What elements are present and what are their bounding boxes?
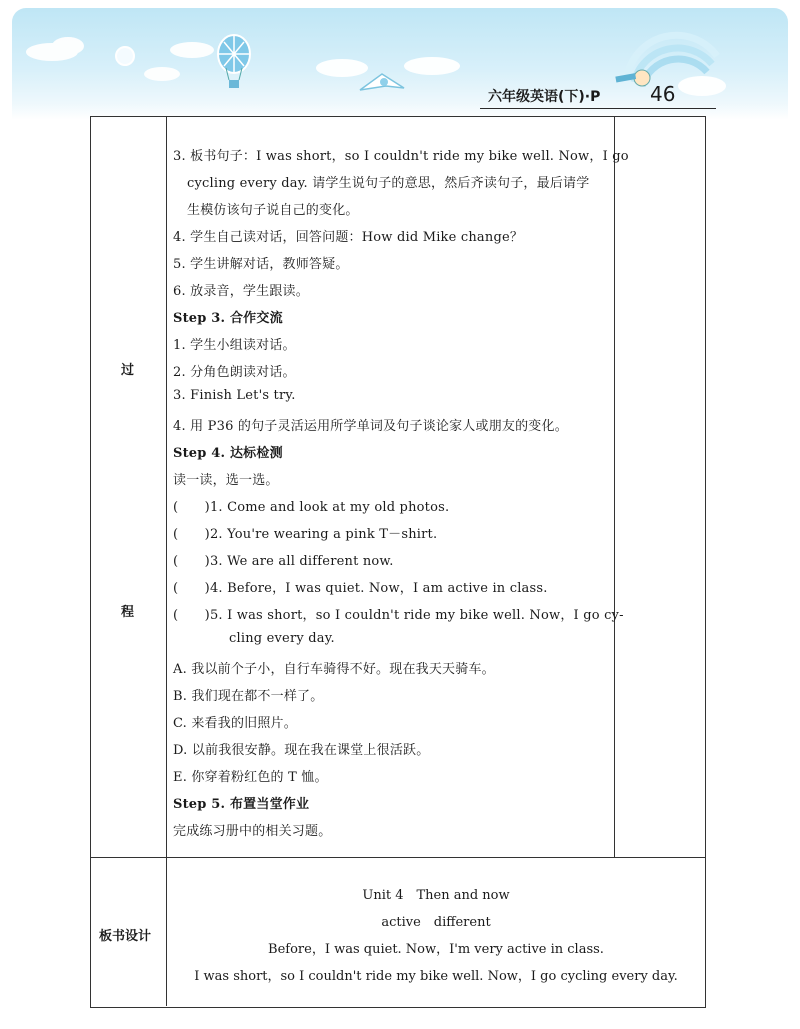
quiz-item: ( )2. You're wearing a pink T－shirt. (173, 527, 438, 542)
answer-option: B. 我们现在都不一样了。 (173, 689, 324, 704)
process-label-bottom: 程 (121, 605, 135, 620)
book-title: 六年级英语(下)·P (488, 89, 601, 105)
quiz-item: ( )1. Come and look at my old photos. (173, 500, 450, 515)
text-line: 4. 学生自己读对话，回答问题：How did Mike change？ (173, 230, 524, 245)
step-heading: Step 5. 布置当堂作业 (173, 797, 310, 812)
text-line: 3. Finish Let's try. (173, 388, 296, 403)
quiz-item: ( )5. I was short，so I couldn't ride my bike well. Now，I go cy- (173, 608, 624, 623)
step-heading: Step 4. 达标检测 (173, 446, 283, 461)
label-column-divider (166, 116, 167, 1006)
page-header (480, 82, 780, 108)
text-line: 3. 板书句子：I was short，so I couldn't ride my bike well. Now，I go (173, 149, 629, 164)
notes-column-divider (614, 116, 615, 858)
answer-option: E. 你穿着粉红色的 T 恤。 (173, 770, 328, 785)
quiz-item: ( )4. Before，I was quiet. Now，I am active in class. (173, 581, 548, 596)
text-line: 1. 学生小组读对话。 (173, 338, 296, 353)
header-rule (480, 108, 716, 109)
board-words: active different (381, 915, 491, 930)
board-design-label: 板书设计 (99, 929, 152, 944)
text-line: 生模仿该句子说自己的变化。 (187, 203, 359, 218)
text-line: 4. 用 P36 的句子灵活运用所学单词及句子谈论家人或朋友的变化。 (173, 419, 568, 434)
quiz-item: ( )3. We are all different now. (173, 554, 394, 569)
answer-option: A. 我以前个子小，自行车骑得不好。现在我天天骑车。 (173, 662, 495, 677)
answer-option: C. 来看我的旧照片。 (173, 716, 297, 731)
text-line: 读一读，选一选。 (173, 473, 279, 488)
text-line: 完成练习册中的相关习题。 (173, 824, 332, 839)
answer-option: D. 以前我很安静。现在我在课堂上很活跃。 (173, 743, 430, 758)
board-sentence: I was short，so I couldn't ride my bike well. Now，I go cycling every day. (194, 969, 678, 984)
page-number: 46 (650, 82, 676, 106)
text-line: 6. 放录音，学生跟读。 (173, 284, 309, 299)
board-sentence: Before，I was quiet. Now，I'm very active in class. (268, 942, 604, 957)
text-line: cycling every day. 请学生说句子的意思，然后齐读句子，最后请学 (187, 176, 590, 191)
board-title: Unit 4 Then and now (362, 888, 510, 903)
quiz-item-continued: cling every day. (229, 631, 335, 646)
text-line: 2. 分角色朗读对话。 (173, 365, 296, 380)
row-divider (90, 857, 705, 858)
step-heading: Step 3. 合作交流 (173, 311, 283, 326)
process-label-top: 过 (121, 363, 135, 378)
text-line: 5. 学生讲解对话，教师答疑。 (173, 257, 349, 272)
